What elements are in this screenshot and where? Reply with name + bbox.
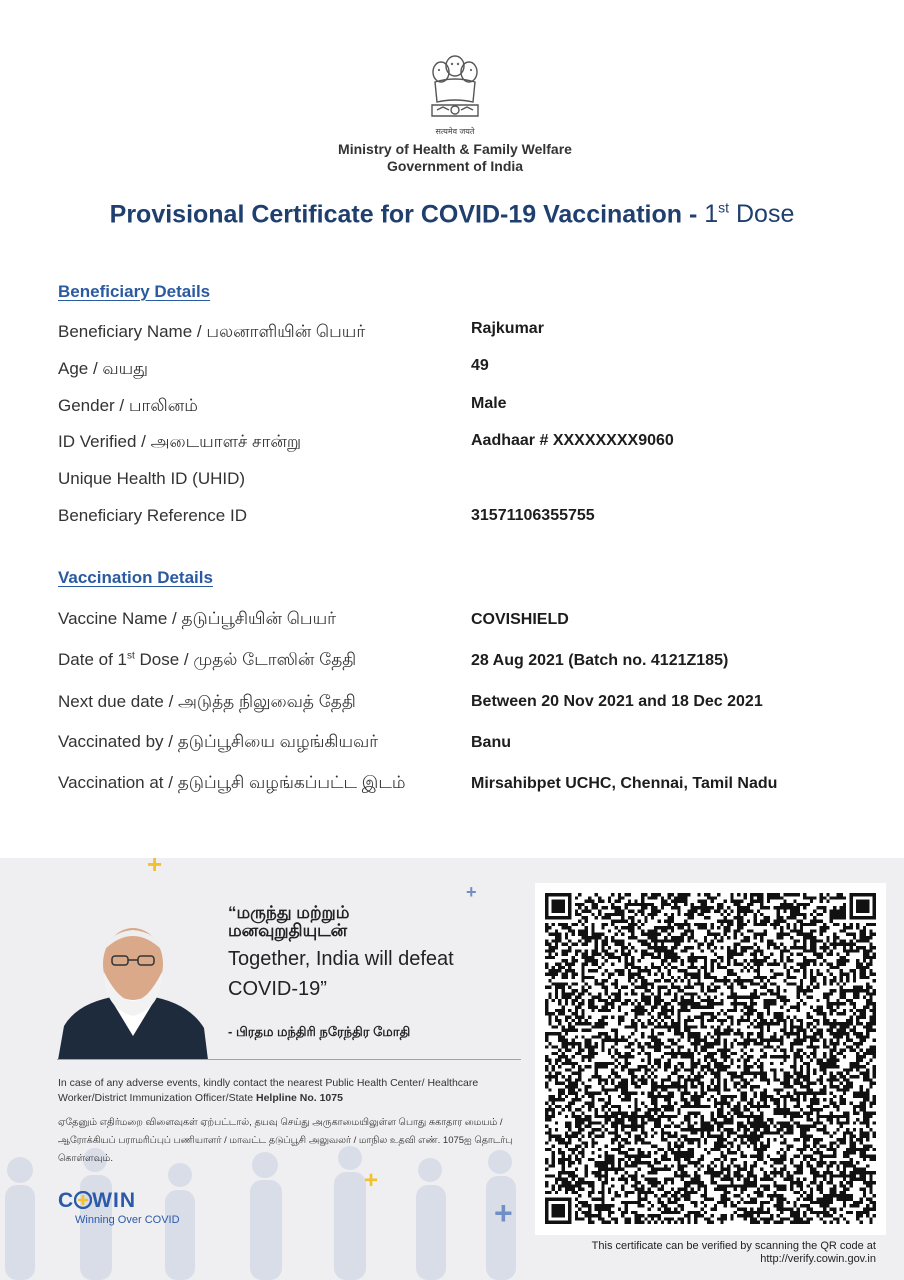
adverse-events-text: In case of any adverse events, kindly contact the nearest Public Health Center/ Healthcare Worker/District Immunization Officer/State	[58, 1077, 479, 1104]
ministry-name: Ministry of Health & Family Welfare	[338, 141, 572, 157]
qr-finder-pattern	[545, 1198, 571, 1224]
quote-tamil-line1: “மருந்து மற்றும்	[228, 903, 350, 922]
quote-block	[228, 904, 518, 1004]
age-value: 49	[471, 357, 489, 374]
qr-finder-pattern	[850, 893, 876, 919]
verify-line1: This certificate can be verified by scanning the QR code at	[591, 1240, 876, 1252]
prime-minister-portrait	[58, 918, 208, 1060]
decor-plus-icon: +	[466, 882, 477, 902]
helpline-number: Helpline No. 1075	[256, 1092, 343, 1104]
dose-date-label-sup: st	[127, 650, 135, 662]
verify-note	[592, 1240, 876, 1266]
cowin-logo	[58, 1189, 180, 1226]
adverse-events-tamil: ஏதேனும் எதிர்மறை விளைவுகள் ஏற்பட்டால், தயவு செய்து அருகாமையிலுள்ள பொது சுகாதார மையம் / ஆரோக்கியப் பராமரிப்புப் பணியாளர் / மாவட்ட தடுப்பூசி அலுவலர் / மாநில உதவி எண். 1075ஐ தொடர்பு கொள்ளவும்.	[58, 1117, 513, 1164]
government-name: Government of India	[386, 158, 524, 174]
national-emblem-icon	[427, 50, 483, 136]
uhid-label: Unique Health ID (UHID)	[58, 469, 246, 488]
dose-date-label	[58, 650, 356, 672]
title-dose-word: Dose	[729, 200, 795, 229]
qr-code-card	[535, 883, 886, 1235]
emblem-motto: सत्यमेव जयते	[435, 127, 475, 136]
verification-qr-code[interactable]	[545, 893, 876, 1224]
id-verified-label: ID Verified / அடையாளச் சான்று	[58, 432, 302, 451]
gender-label: Gender / பாலினம்	[58, 396, 198, 415]
vaccination-details-heading: Vaccination Details	[58, 568, 213, 587]
quote-english-line2: COVID-19”	[228, 978, 327, 1000]
beneficiary-name-label: Beneficiary Name / பலனாளியின் பெயர்	[58, 322, 366, 341]
footer-divider	[57, 1059, 521, 1060]
decor-plus-icon: +	[147, 858, 163, 879]
next-due-date-label: Next due date / அடுத்த நிலுவைத் தேதி	[58, 692, 356, 711]
vaccine-name-value: COVISHIELD	[471, 611, 569, 628]
beneficiary-reference-id-label: Beneficiary Reference ID	[58, 506, 247, 525]
dose-date-label-pre: Date of 1	[58, 650, 127, 669]
quote-tamil-line2: மனவுறுதியுடன்	[228, 921, 348, 940]
title-dose-suffix: st	[718, 200, 730, 216]
qr-finder-pattern	[545, 893, 571, 919]
vaccination-at-value: Mirsahibpet UCHC, Chennai, Tamil Nadu	[471, 775, 778, 792]
cowin-wordmark: C WIN	[58, 1189, 136, 1212]
certificate-title	[0, 200, 904, 229]
next-due-date-value: Between 20 Nov 2021 and 18 Dec 2021	[471, 693, 763, 710]
vaccine-name-label: Vaccine Name / தடுப்பூசியின் பெயர்	[58, 609, 337, 628]
cowin-tagline: Winning Over COVID	[75, 1214, 180, 1226]
vaccinated-by-label: Vaccinated by / தடுப்பூசியை வழங்கியவர்	[58, 732, 379, 751]
decor-plus-icon: +	[494, 1195, 513, 1231]
title-main: Provisional Certificate for COVID-19 Vaccination -	[109, 200, 705, 229]
certificate-footer	[0, 858, 904, 1280]
verify-url[interactable]: http://verify.cowin.gov.in	[760, 1253, 876, 1265]
adverse-events-english	[58, 1076, 518, 1106]
cowin-plus-icon	[74, 1191, 92, 1209]
decor-plus-icon: +	[364, 1167, 379, 1194]
vaccination-at-label: Vaccination at / தடுப்பூசி வழங்கப்பட்ட இடம்	[58, 773, 406, 792]
age-label: Age / வயது	[58, 359, 149, 378]
beneficiary-details-heading: Beneficiary Details	[58, 282, 211, 301]
beneficiary-reference-id-value: 31571106355755	[471, 507, 595, 524]
quote-english-line1: Together, India will defeat	[228, 948, 454, 970]
qr-modules	[545, 893, 876, 1224]
dose-date-label-post: Dose / முதல் டோஸின் தேதி	[134, 650, 357, 669]
quote-attribution: - பிரதம மந்திரி நரேந்திர மோதி	[228, 1024, 411, 1039]
dose-date-value: 28 Aug 2021 (Batch no. 4121Z185)	[471, 652, 729, 669]
beneficiary-name-value: Rajkumar	[471, 320, 544, 337]
title-dose-number: 1	[704, 200, 719, 229]
vaccinated-by-value: Banu	[471, 734, 511, 751]
id-verified-value: Aadhaar # XXXXXXXX9060	[471, 432, 674, 449]
gender-value: Male	[471, 395, 507, 412]
